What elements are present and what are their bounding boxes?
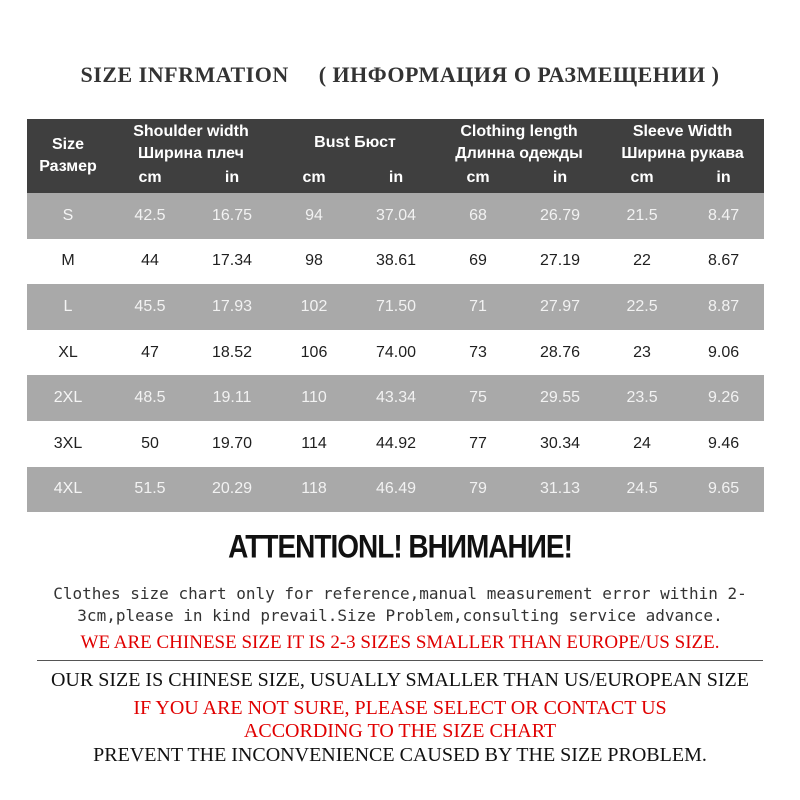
table-row	[27, 330, 764, 376]
cell-length-in: 30.34	[540, 434, 581, 452]
cell-length-cm: 71	[437, 284, 519, 330]
cell-bust-in: 37.04	[355, 193, 437, 239]
cell-size: 4XL	[27, 467, 109, 513]
unit-cm-header: cm	[273, 167, 355, 193]
cell-bust-in: 74.00	[375, 343, 417, 361]
cell-sleeve-in: 9.46	[707, 434, 740, 452]
cell-length-cm: 75	[437, 375, 519, 421]
cell-size: M	[61, 252, 75, 270]
divider	[37, 660, 763, 661]
table-row	[27, 239, 764, 285]
table-unit-row	[27, 167, 764, 193]
table-row	[27, 284, 764, 330]
cell-shoulder-cm: 50	[141, 434, 159, 452]
cell-sleeve-in: 8.47	[683, 193, 764, 239]
cell-bust-in: 43.34	[355, 375, 437, 421]
cell-length-in: 26.79	[519, 193, 601, 239]
cell-bust-cm: 118	[273, 467, 355, 513]
cell-size: 2XL	[27, 375, 109, 421]
cell-size: XL	[58, 343, 78, 361]
table-header-row	[27, 119, 764, 167]
cell-shoulder-in: 20.29	[191, 467, 273, 513]
footer-line-3: ACCORDING TO THE SIZE CHART	[243, 720, 557, 742]
table-row	[27, 421, 764, 467]
cell-sleeve-cm: 24.5	[601, 467, 683, 513]
cell-length-in: 27.97	[519, 284, 601, 330]
unit-in-header: in	[355, 167, 437, 193]
cell-sleeve-cm: 23	[633, 343, 651, 361]
shoulder-group-header	[109, 119, 273, 167]
cell-length-in: 27.19	[540, 252, 581, 270]
size-warning: WE ARE CHINESE SIZE IT IS 2-3 SIZES SMALLER THAN EUROPE/US SIZE.	[80, 632, 720, 653]
unit-cm-header: cm	[109, 167, 191, 193]
disclaimer-text: Clothes size chart only for reference,manual measurement error within 2-3cm,please in kind prevail.Size Problem,consulting service advance.	[53, 584, 747, 625]
unit-in-header: in	[683, 167, 764, 193]
unit-cm-header: cm	[601, 167, 683, 193]
size-chart-table	[27, 119, 764, 512]
cell-sleeve-cm: 24	[633, 434, 651, 452]
shoulder-header-en: Shoulder width	[133, 123, 249, 140]
unit-cm-header: cm	[437, 167, 519, 193]
cell-bust-cm: 102	[273, 284, 355, 330]
cell-shoulder-in: 17.93	[191, 284, 273, 330]
length-group-header	[437, 119, 601, 167]
size-column-header	[27, 119, 109, 193]
cell-bust-cm: 106	[300, 343, 328, 361]
cell-sleeve-cm: 22.5	[601, 284, 683, 330]
cell-sleeve-in: 9.65	[683, 467, 764, 513]
cell-shoulder-cm: 51.5	[109, 467, 191, 513]
bust-header: Bust Бюст	[314, 134, 396, 151]
cell-length-in: 28.76	[540, 343, 581, 361]
cell-bust-cm: 114	[301, 434, 327, 452]
cell-sleeve-in: 9.06	[707, 343, 740, 361]
cell-bust-cm: 98	[305, 252, 323, 270]
cell-shoulder-cm: 45.5	[109, 284, 191, 330]
cell-shoulder-cm: 47	[141, 343, 159, 361]
table-row	[27, 375, 764, 421]
cell-bust-cm: 94	[273, 193, 355, 239]
size-header-en: Size	[51, 136, 84, 153]
cell-size: S	[27, 193, 109, 239]
cell-shoulder-in: 17.34	[211, 252, 253, 270]
unit-in-header: in	[519, 167, 601, 193]
attention-heading: ATTENTIONL! ВНИМАНИЕ!	[228, 528, 572, 565]
footer-line-1: OUR SIZE IS CHINESE SIZE, USUALLY SMALLER THAN US/EUROPEAN SIZE	[50, 669, 749, 691]
length-header-ru: Длинна одежды	[455, 145, 583, 162]
unit-in-header: in	[191, 167, 273, 193]
page-title: SIZE INFRMATION ( ИНФОРМАЦИЯ О РАЗМЕЩЕНИИ )	[80, 62, 720, 87]
cell-shoulder-cm: 48.5	[109, 375, 191, 421]
cell-shoulder-in: 18.52	[211, 343, 253, 361]
cell-length-cm: 69	[469, 252, 487, 270]
cell-shoulder-in: 19.70	[211, 434, 253, 452]
cell-bust-cm: 110	[273, 375, 355, 421]
cell-length-in: 31.13	[519, 467, 601, 513]
cell-sleeve-in: 9.26	[683, 375, 764, 421]
cell-length-cm: 73	[469, 343, 487, 361]
cell-size: L	[27, 284, 109, 330]
cell-length-cm: 79	[437, 467, 519, 513]
cell-bust-in: 46.49	[355, 467, 437, 513]
cell-sleeve-in: 8.67	[707, 252, 740, 270]
cell-size: 3XL	[53, 434, 83, 452]
size-header-ru: Размер	[39, 158, 97, 175]
cell-length-cm: 68	[437, 193, 519, 239]
table-row	[27, 193, 764, 239]
cell-sleeve-cm: 21.5	[601, 193, 683, 239]
table-row	[27, 467, 764, 513]
cell-bust-in: 38.61	[375, 252, 417, 270]
table-body	[27, 193, 764, 512]
shoulder-header-ru: Ширина плеч	[138, 145, 244, 162]
sleeve-group-header	[601, 119, 764, 167]
cell-bust-in: 71.50	[355, 284, 437, 330]
cell-shoulder-in: 19.11	[191, 375, 273, 421]
cell-shoulder-in: 16.75	[191, 193, 273, 239]
cell-shoulder-cm: 44	[141, 252, 159, 270]
bust-group-header	[273, 119, 437, 167]
cell-bust-in: 44.92	[375, 434, 417, 452]
cell-sleeve-cm: 23.5	[601, 375, 683, 421]
sleeve-header-en: Sleeve Width	[632, 123, 733, 140]
cell-sleeve-cm: 22	[633, 252, 651, 270]
sleeve-header-ru: Ширина рукава	[621, 145, 744, 162]
cell-shoulder-cm: 42.5	[109, 193, 191, 239]
cell-sleeve-in: 8.87	[683, 284, 764, 330]
length-header-en: Clothing length	[460, 123, 578, 140]
footer-line-4: PREVENT THE INCONVENIENCE CAUSED BY THE SIZE PROBLEM.	[93, 744, 707, 766]
footer-line-2: IF YOU ARE NOT SURE, PLEASE SELECT OR CONTACT US	[133, 697, 667, 719]
cell-length-cm: 77	[469, 434, 487, 452]
cell-length-in: 29.55	[519, 375, 601, 421]
